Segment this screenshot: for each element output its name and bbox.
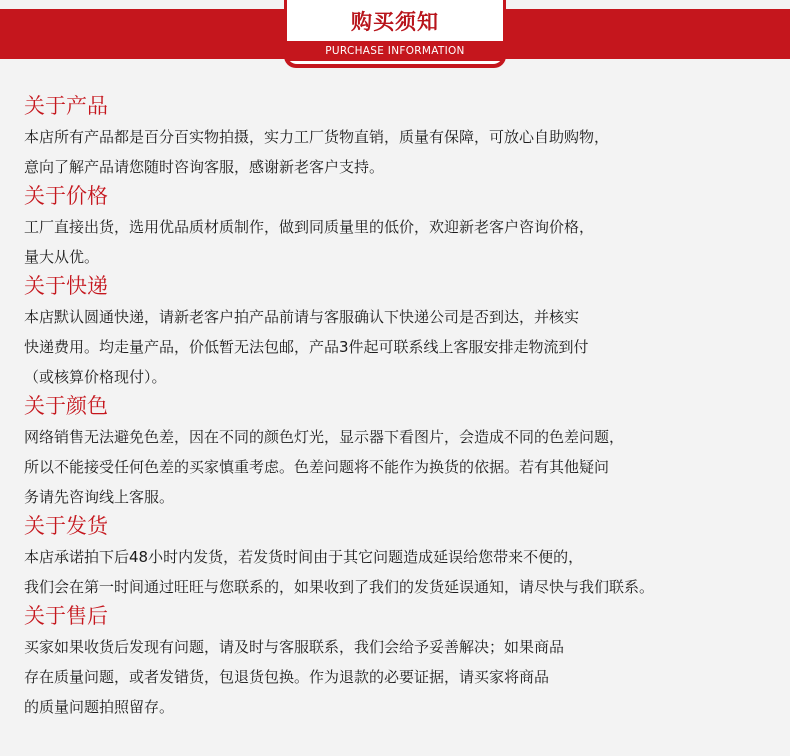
section-color xyxy=(24,392,784,512)
section-title: 关于发货 xyxy=(24,514,108,538)
section-title: 关于价格 xyxy=(24,184,108,208)
notice-content xyxy=(24,92,784,722)
section-text-line: 本店默认圆通快递，请新老客户拍产品前请与客服确认下快递公司是否到达，并核实 xyxy=(24,308,580,326)
section-text-line: 网络销售无法避免色差，因在不同的颜色灯光，显示器下看图片，会造成不同的色差问题， xyxy=(24,428,625,446)
section-text-line: 量大从优。 xyxy=(24,248,100,266)
section-text-line: 务请先咨询线上客服。 xyxy=(24,488,175,506)
section-text-line: 我们会在第一时间通过旺旺与您联系的，如果收到了我们的发货延误通知，请尽快与我们联系。 xyxy=(24,578,655,596)
section-text-line: 买家如果收货后发现有问题，请及时与客服联系，我们会给予妥善解决；如果商品 xyxy=(24,638,565,656)
section-text-line: 本店所有产品都是百分百实物拍摄，实力工厂货物直销，质量有保障，可放心自助购物， xyxy=(24,128,610,146)
section-product xyxy=(24,92,784,182)
section-text-line: 快递费用。均走量产品，价低暂无法包邮，产品3件起可联系线上客服安排走物流到付 xyxy=(24,338,589,356)
section-price xyxy=(24,182,784,272)
section-title: 关于产品 xyxy=(24,94,108,118)
section-text-line: 存在质量问题，或者发错货，包退货包换。作为退款的必要证据，请买家将商品 xyxy=(24,668,550,686)
header-badge-inner xyxy=(287,0,503,64)
page-subtitle: PURCHASE INFORMATION xyxy=(287,41,503,61)
section-title: 关于颜色 xyxy=(24,394,108,418)
section-title: 关于快递 xyxy=(24,274,108,298)
page-title: 购买须知 xyxy=(351,10,439,34)
section-text-line: 的质量问题拍照留存。 xyxy=(24,698,175,716)
section-text-line: 意向了解产品请您随时咨询客服，感谢新老客户支持。 xyxy=(24,158,385,176)
section-text-line: 工厂直接出货，选用优品质材质制作，做到同质量里的低价，欢迎新老客户咨询价格， xyxy=(24,218,595,236)
section-shipping xyxy=(24,272,784,392)
section-after-sales xyxy=(24,602,784,722)
section-text-line: （或核算价格现付）。 xyxy=(24,368,167,386)
section-text-line: 所以不能接受任何色差的买家慎重考虑。色差问题将不能作为换货的依据。若有其他疑问 xyxy=(24,458,610,476)
header-badge xyxy=(284,0,506,68)
section-title: 关于售后 xyxy=(24,604,108,628)
section-delivery xyxy=(24,512,784,602)
section-text-line: 本店承诺拍下后48小时内发货，若发货时间由于其它问题造成延误给您带来不便的， xyxy=(24,548,584,566)
